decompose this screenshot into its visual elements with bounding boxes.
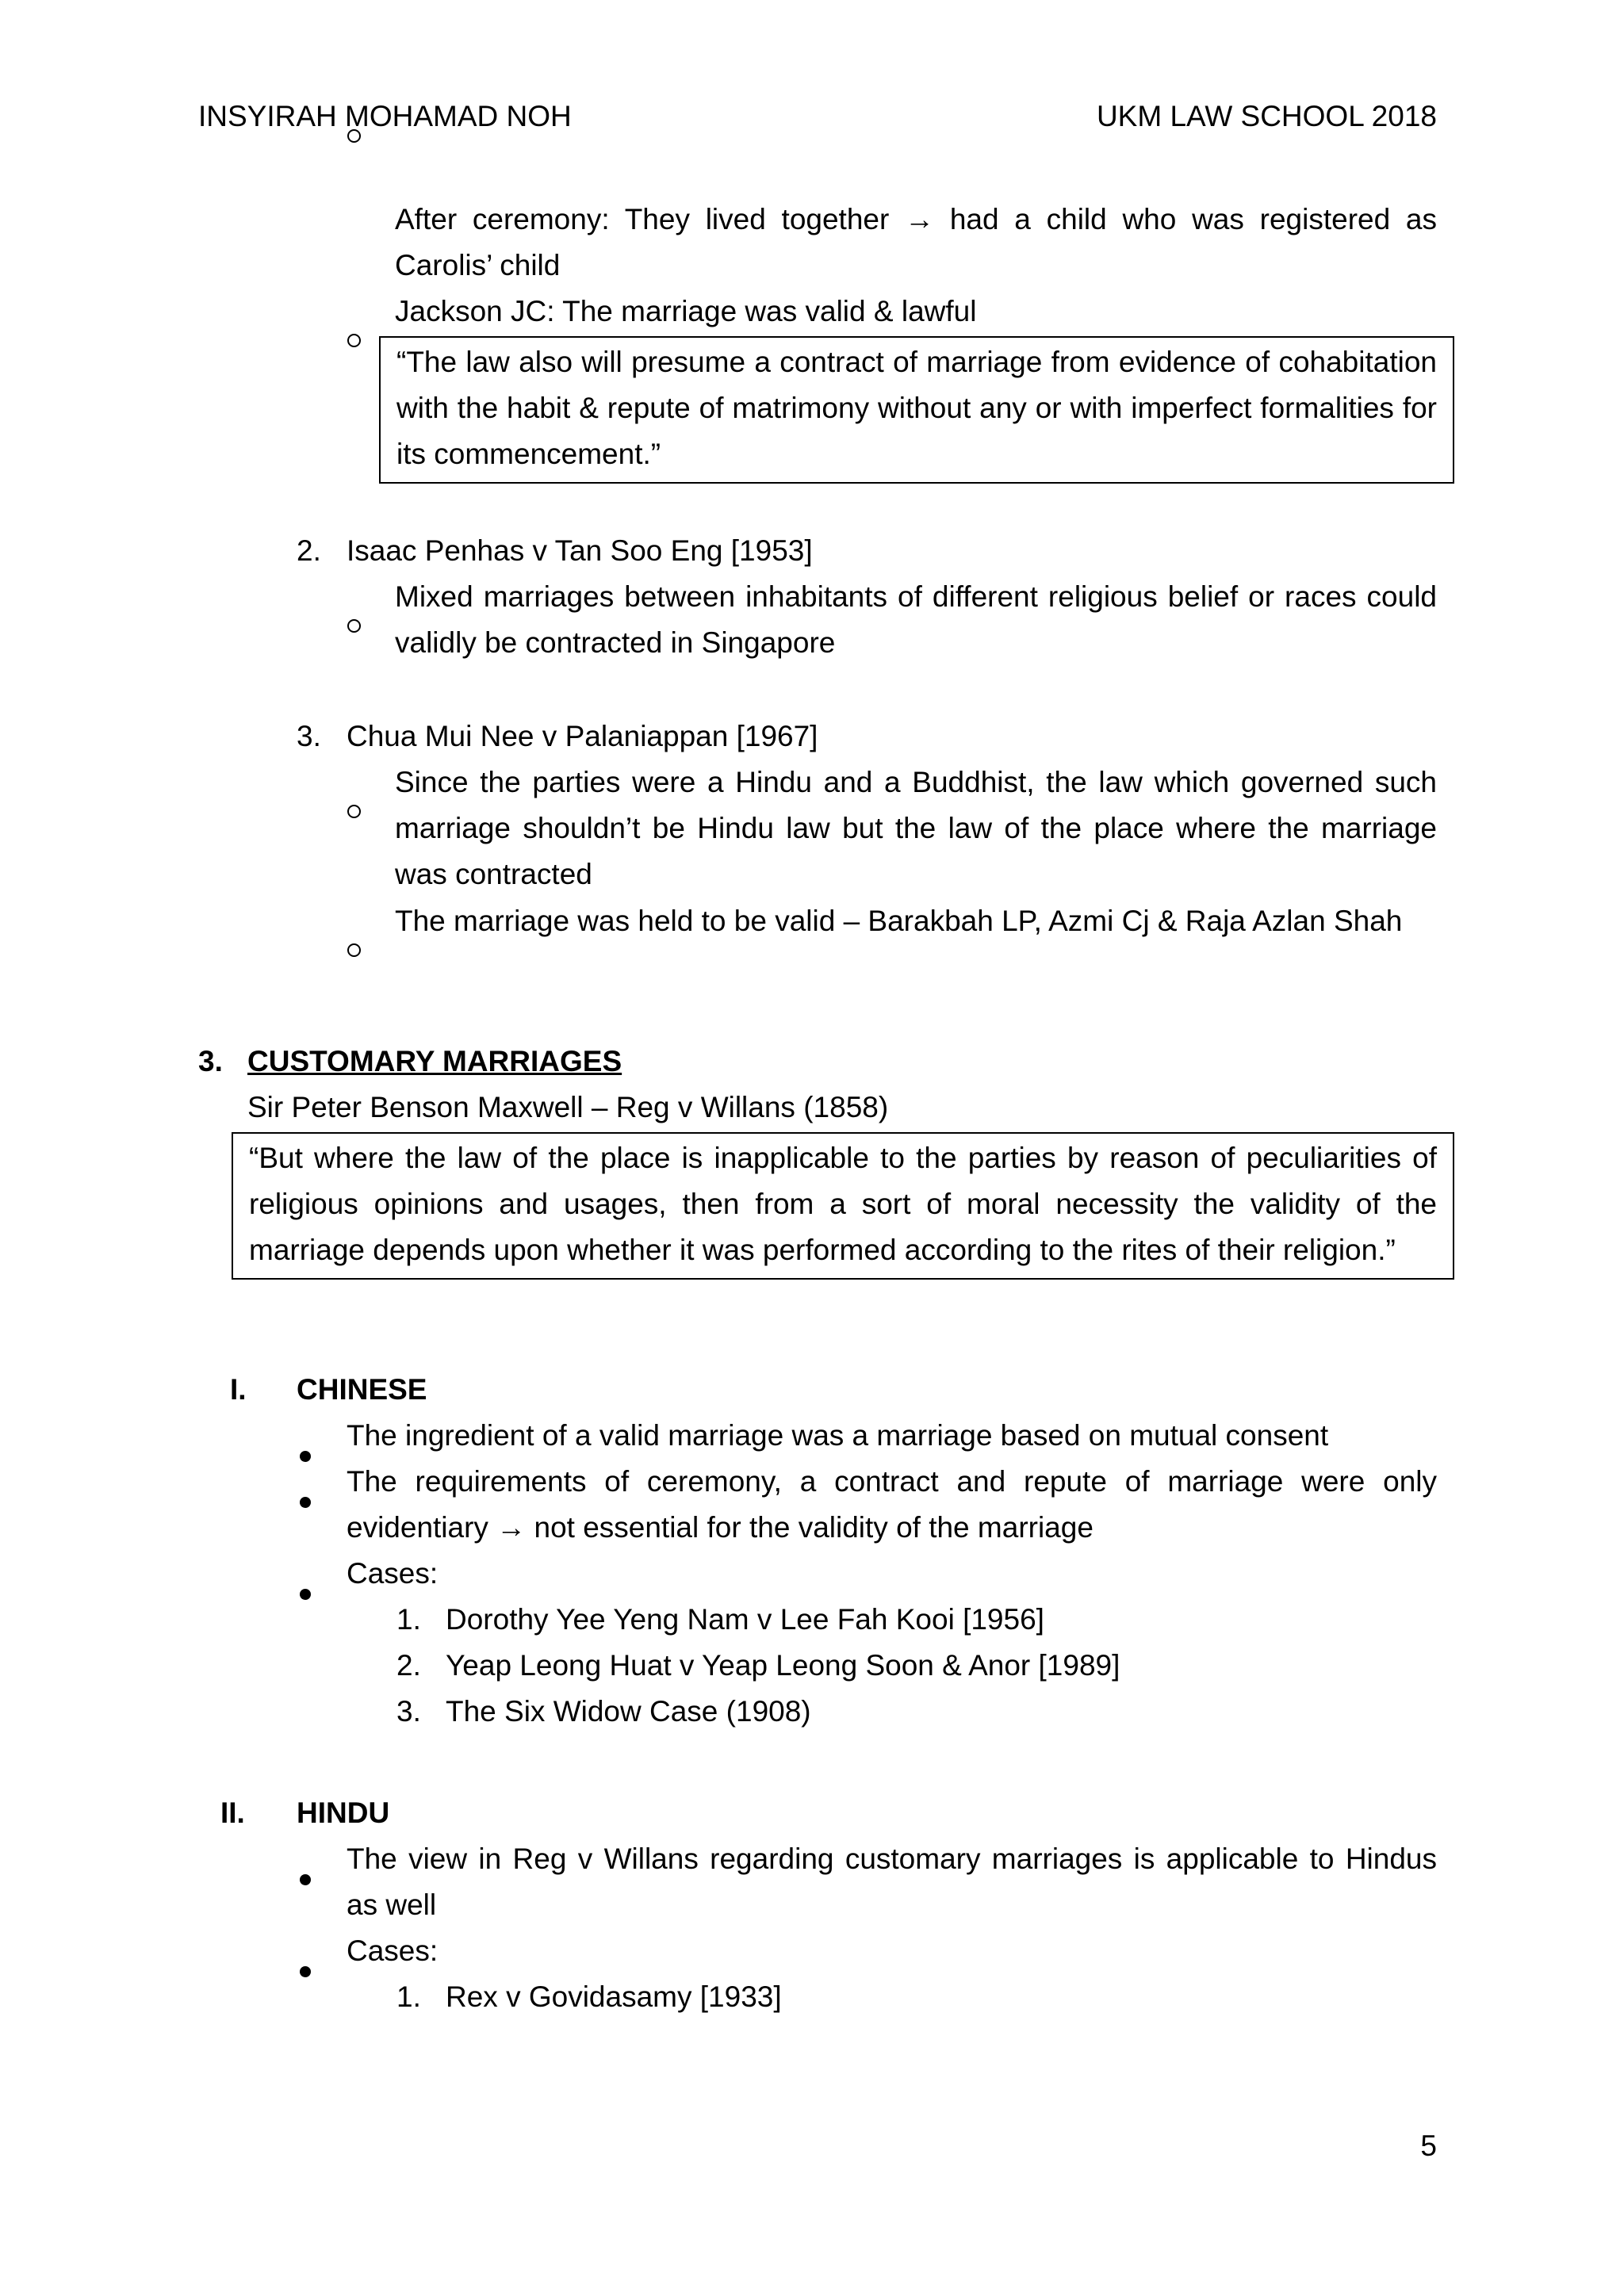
subsection-number: I. <box>230 1373 247 1406</box>
case-title-chua-mui-nee: Chua Mui Nee v Palaniappan [1967] <box>347 720 818 752</box>
circle-bullet-icon <box>347 786 361 832</box>
page-number: 5 <box>1420 2130 1437 2162</box>
bullet-cases: Cases: <box>347 1934 439 1967</box>
case-title-isaac-penhas: Isaac Penhas v Tan Soo Eng [1953] <box>347 534 813 567</box>
case-dorothy-yee: Dorothy Yee Yeng Nam v Lee Fah Kooi [1956] <box>446 1603 1044 1636</box>
bullet-mixed-marriages: Mixed marriages between inhabitants of different religious belief or races could validly be contracted in Singapore <box>395 580 1437 659</box>
disc-bullet-icon <box>300 1853 311 1899</box>
circle-bullet-icon <box>347 315 361 361</box>
case-number: 3. <box>396 1695 421 1728</box>
case-number: 2. <box>396 1649 421 1682</box>
bullet-held-valid: The marriage was held to be valid – Barakbah LP, Azmi Cj & Raja Azlan Shah <box>395 905 1403 937</box>
bullet-reg-v-willans: The view in Reg v Willans regarding customary marriages is applicable to Hindus as well <box>347 1843 1437 1921</box>
disc-bullet-icon <box>300 1945 311 1991</box>
header-author: INSYIRAH MOHAMAD NOH <box>198 100 572 132</box>
bullet-jackson-jc: Jackson JC: The marriage was valid & lawful <box>395 295 977 327</box>
subsection-title-chinese: CHINESE <box>297 1373 427 1406</box>
disc-bullet-icon <box>300 1475 311 1521</box>
quote-text: “But where the law of the place is inapplicable to the parties by reason of peculiarities of religious opinions and usages, then from a sort of moral necessity the validity of the marriage depends upon whether it was performed according to the rites of their religion.” <box>249 1142 1437 1266</box>
case-rex-v-govidasamy: Rex v Govidasamy [1933] <box>446 1980 782 2013</box>
disc-bullet-icon <box>300 1429 311 1475</box>
bullet-mutual-consent: The ingredient of a valid marriage was a marriage based on mutual consent <box>347 1419 1329 1452</box>
header-school: UKM LAW SCHOOL 2018 <box>1096 100 1437 132</box>
quote-box-willans <box>232 1132 1454 1280</box>
circle-bullet-icon <box>347 600 361 646</box>
disc-bullet-icon <box>300 1567 311 1613</box>
subsection-number: II. <box>220 1797 245 1829</box>
case-number: 1. <box>396 1980 421 2013</box>
bullet-requirements: The requirements of ceremony, a contract and repute of marriage were only evidentiary → not essential for the validity of the marriage <box>347 1465 1437 1544</box>
section-title-customary-marriages: CUSTOMARY MARRIAGES <box>247 1045 622 1077</box>
case-number: 1. <box>396 1603 421 1636</box>
section-subtitle: Sir Peter Benson Maxwell – Reg v Willans (1858) <box>247 1091 889 1123</box>
quote-text: “The law also will presume a contract of marriage from evidence of cohabitation with the habit & repute of matrimony without any or with imperfect formalities for its commencement.” <box>396 346 1437 470</box>
bullet-hindu-buddhist: Since the parties were a Hindu and a Buddhist, the law which governed such marriage shouldn’t be Hindu law but the law of the place where the marriage was contracted <box>395 766 1437 890</box>
circle-bullet-icon <box>347 110 361 156</box>
circle-bullet-icon <box>347 924 361 970</box>
case-yeap-leong-huat: Yeap Leong Huat v Yeap Leong Soon & Anor [1989] <box>446 1649 1120 1682</box>
bullet-after-ceremony: After ceremony: They lived together → had a child who was registered as Carolis’ child <box>395 203 1437 281</box>
section-number: 3. <box>198 1045 223 1077</box>
quote-box-cohabitation <box>379 336 1454 484</box>
case-number: 3. <box>297 720 321 752</box>
case-number: 2. <box>297 534 321 567</box>
case-six-widow: The Six Widow Case (1908) <box>446 1695 811 1728</box>
bullet-cases: Cases: <box>347 1557 439 1590</box>
subsection-title-hindu: HINDU <box>297 1797 390 1829</box>
